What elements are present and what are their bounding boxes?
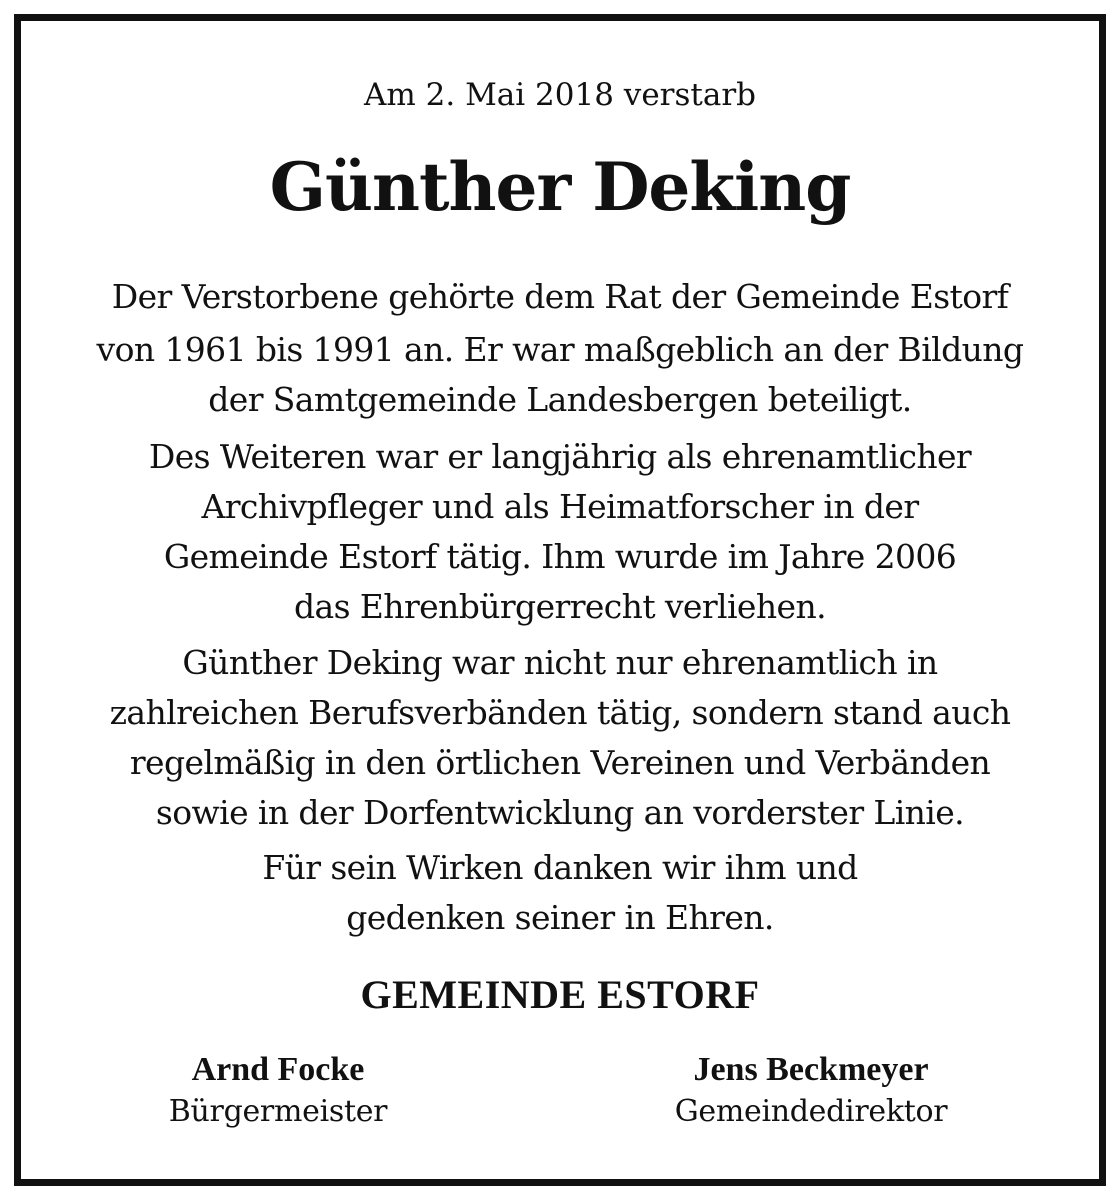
- text-line: zahlreichen Berufsverbänden tätig, sondern stand auch: [109, 693, 1011, 732]
- obituary-notice: [14, 14, 1106, 1186]
- signer-name: Jens Beckmeyer: [693, 1051, 929, 1088]
- text-line: Gemeinde Estorf tätig. Ihm wurde im Jahre 2006: [163, 537, 957, 576]
- text-line: gedenken seiner in Ehren.: [346, 898, 774, 937]
- text-line: regelmäßig in den örtlichen Vereinen und Verbänden: [129, 743, 991, 782]
- text-line: Günther Deking war nicht nur ehrenamtlich in: [182, 643, 938, 682]
- deceased-name: Günther Deking: [269, 148, 851, 226]
- signer-mayor: [123, 1048, 433, 1132]
- organization-name: GEMEINDE ESTORF: [360, 972, 760, 1017]
- intro-line: Am 2. Mai 2018 verstarb: [364, 77, 756, 113]
- text-line: das Ehrenbürgerrecht verliehen.: [293, 587, 826, 626]
- signer-director: [631, 1048, 991, 1132]
- text-line: von 1961 bis 1991 an. Er war maßgeblich an der Bildung: [96, 330, 1024, 369]
- signer-name: Arnd Focke: [191, 1051, 365, 1088]
- text-line: sowie in der Dorfentwicklung an vorderster Linie.: [155, 793, 965, 832]
- signer-role: Bürgermeister: [168, 1094, 388, 1129]
- text-line: Der Verstorbene gehörte dem Rat der Gemeinde Estorf: [111, 277, 1009, 316]
- text-line: der Samtgemeinde Landesbergen beteiligt.: [208, 380, 912, 419]
- signer-role: Gemeindedirektor: [674, 1094, 948, 1129]
- text-line: Archivpfleger und als Heimatforscher in der: [201, 487, 919, 526]
- text-line: Des Weiteren war er langjährig als ehrenamtlicher: [148, 437, 972, 476]
- text-line: Für sein Wirken danken wir ihm und: [262, 848, 858, 887]
